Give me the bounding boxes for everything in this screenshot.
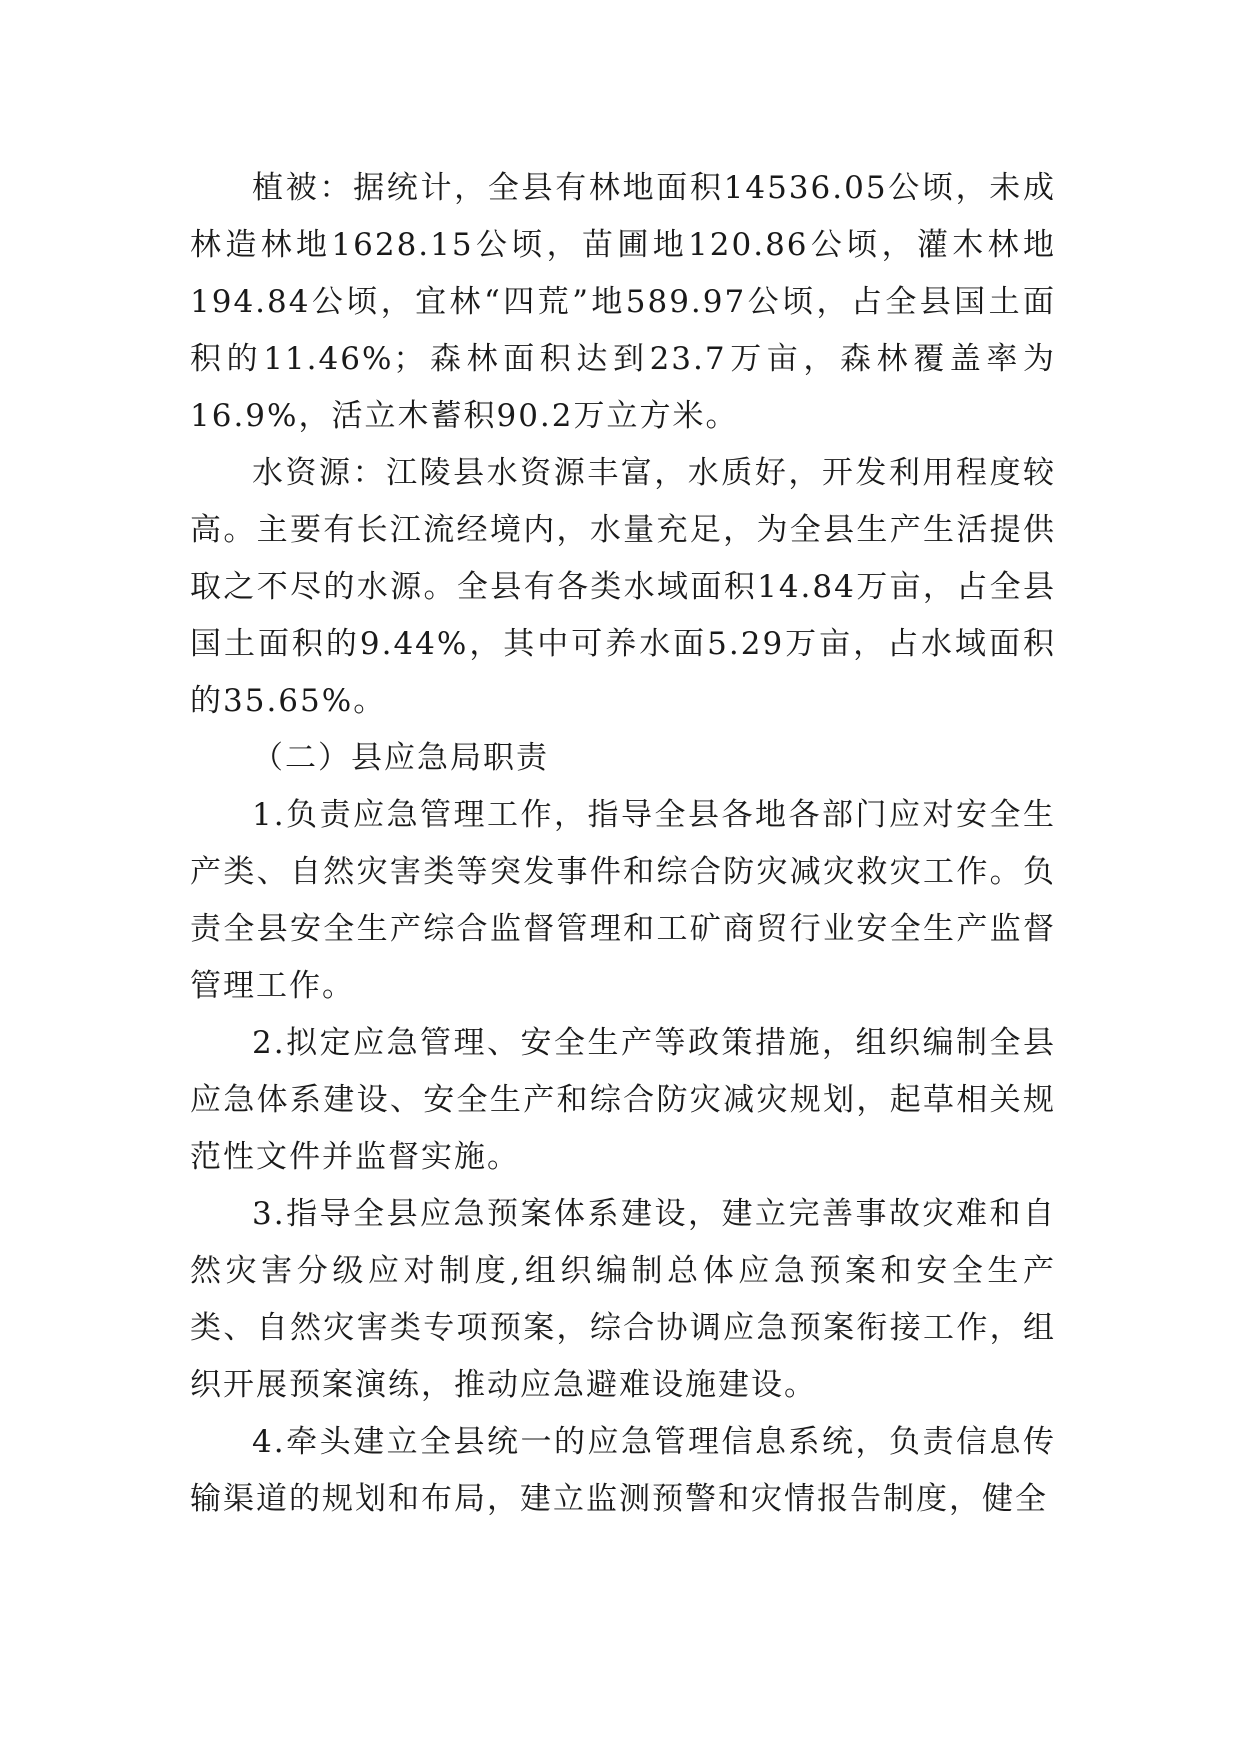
duty-item-2: 2.拟定应急管理、安全生产等政策措施，组织编制全县应急体系建设、安全生产和综合防灾减灾规划，起草相关规范性文件并监督实施。 [190, 1025, 1056, 1175]
document-page [190, 160, 1056, 1528]
section-heading: （二）县应急局职责 [252, 740, 549, 776]
duty-item-4: 4.牵头建立全县统一的应急管理信息系统，负责信息传输渠道的规划和布局，建立监测预警和灾情报告制度，健全 [190, 1424, 1056, 1517]
paragraph-vegetation: 植被：据统计，全县有林地面积14536.05公顷，未成林造林地1628.15公顷，苗圃地120.86公顷，灌木林地194.84公顷，宜林“四荒”地589.97公顷，占全县国土面积的11.46%；森林面积达到23.7万亩，森林覆盖率为16.9%，活立木蓄积90.2万立方米。 [190, 170, 1056, 434]
duty-item-3: 3.指导全县应急预案体系建设，建立完善事故灾难和自然灾害分级应对制度,组织编制总体应急预案和安全生产类、自然灾害类专项预案，综合协调应急预案衔接工作，组织开展预案演练，推动应急避难设施建设。 [190, 1196, 1056, 1403]
paragraph-water-resources: 水资源：江陵县水资源丰富，水质好，开发利用程度较高。主要有长江流经境内，水量充足，为全县生产生活提供取之不尽的水源。全县有各类水域面积14.84万亩，占全县国土面积的9.44%，其中可养水面5.29万亩，占水域面积的35.65%。 [190, 455, 1056, 719]
duty-item-1: 1.负责应急管理工作，指导全县各地各部门应对安全生产类、自然灾害类等突发事件和综合防灾减灾救灾工作。负责全县安全生产综合监督管理和工矿商贸行业安全生产监督管理工作。 [190, 797, 1056, 1004]
